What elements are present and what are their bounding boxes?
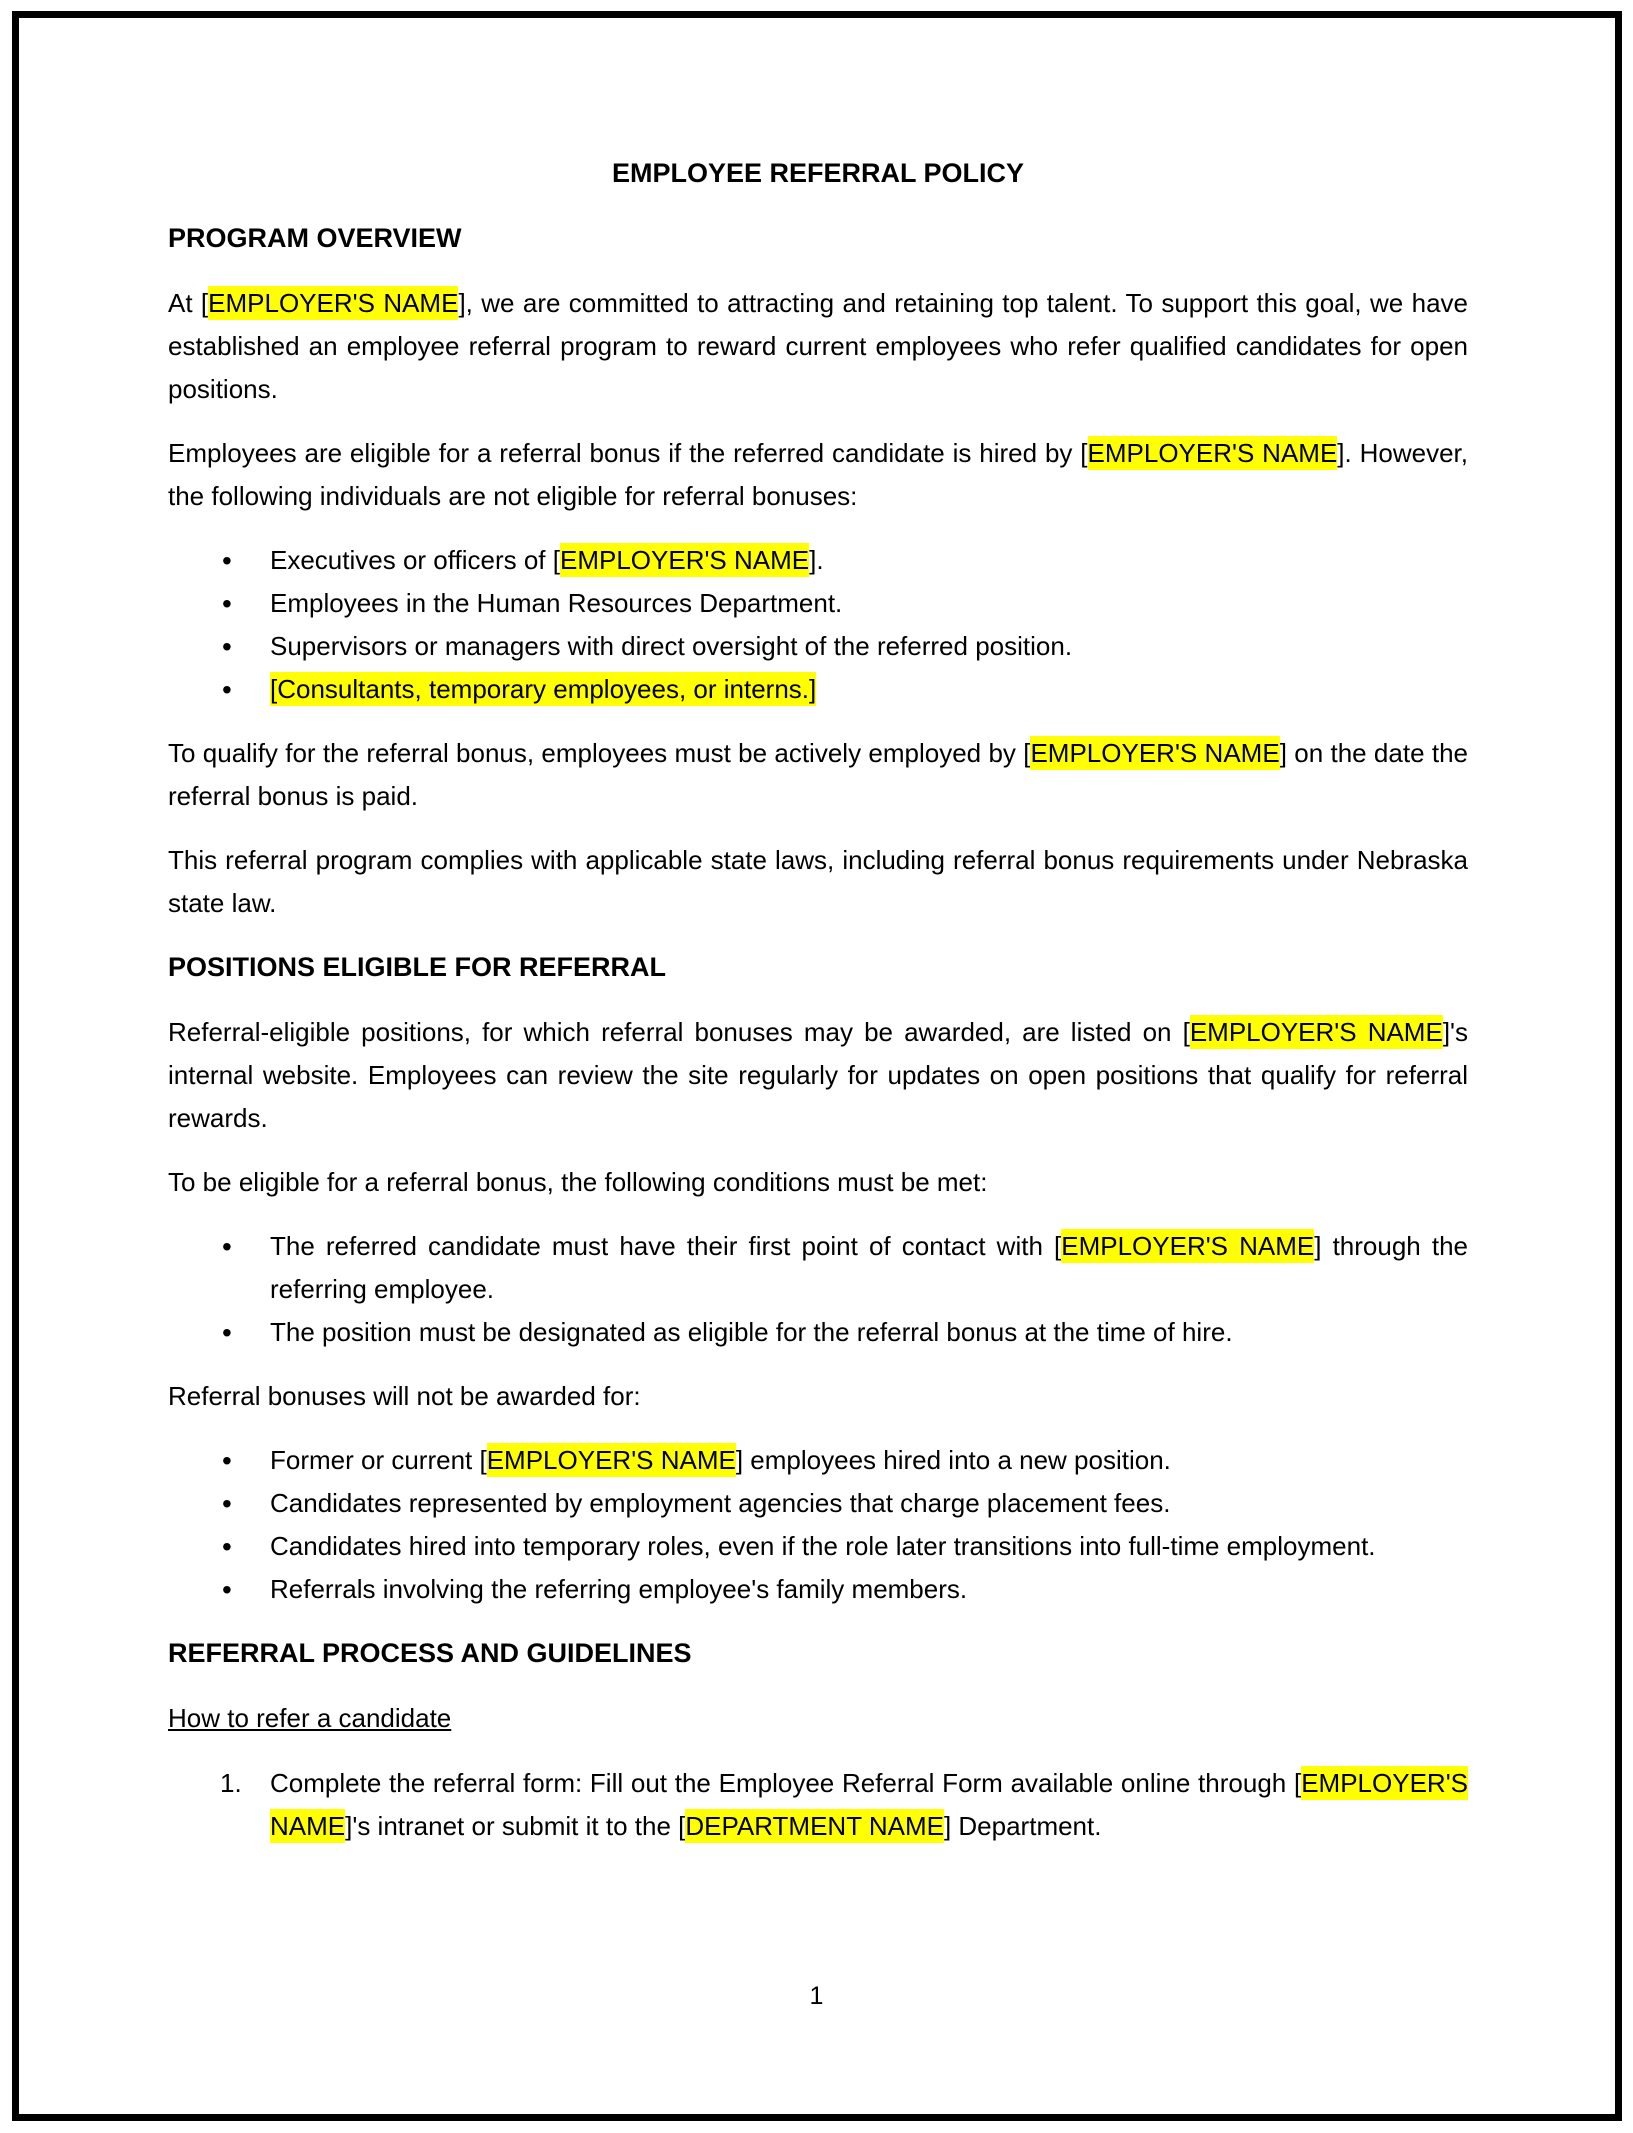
text-run: ]'s internal website. Employees can review the site regularly for updates on open positions that qualify for referral rewards. [168, 1017, 1468, 1133]
text-run: Employees in the Human Resources Department. [270, 588, 843, 618]
paragraph-positions [168, 1011, 1468, 1140]
placeholder-employers-name: EMPLOYER'S NAME [559, 545, 810, 575]
text-run: ] on the date the referral bonus is paid. [168, 738, 1468, 811]
not-awarded-list [168, 1439, 1468, 1611]
list-item [168, 1568, 1468, 1611]
placeholder-employers-name: EMPLOYER'S NAME [1189, 1017, 1443, 1047]
paragraph-state-law [168, 839, 1468, 925]
ineligible-individuals-list [168, 539, 1468, 711]
paragraph-intro [168, 282, 1468, 411]
text-run: Referrals involving the referring employee's family members. [270, 1574, 968, 1604]
document-title: EMPLOYEE REFERRAL POLICY [611, 158, 1025, 188]
conditions-list [168, 1225, 1468, 1354]
paragraph-not-awarded [168, 1375, 1468, 1418]
text-run: Candidates represented by employment agencies that charge placement fees. [270, 1488, 1171, 1518]
text-run: Complete the referral form: Fill out the Employee Referral Form available online through [ [270, 1768, 1302, 1798]
text-run: ]. [809, 545, 824, 575]
text-run: This referral program complies with applicable state laws, including referral bonus requirements under Nebraska state law. [168, 845, 1468, 918]
list-item [168, 668, 1468, 711]
list-item [168, 625, 1468, 668]
placeholder-consultants: [Consultants, temporary employees, or interns.] [270, 674, 817, 704]
paragraph-qualify [168, 732, 1468, 818]
numbered-list-item [168, 1762, 1468, 1848]
paragraph-eligibility [168, 432, 1468, 518]
text-run: To qualify for the referral bonus, employees must be actively employed by [ [168, 738, 1031, 768]
text-run: ] through the referring employee. [270, 1231, 1468, 1304]
text-run: At [ [168, 288, 209, 318]
list-item [168, 1439, 1468, 1482]
placeholder-employers-name: EMPLOYER'S NAME [208, 288, 459, 318]
text-run: ], we are committed to attracting and retaining top talent. To support this goal, we have established an employee referral program to reward current employees who refer qualified candidates for open positions. [168, 288, 1468, 404]
text-run: Referral bonuses will not be awarded for: [168, 1381, 641, 1411]
text-run: Former or current [ [270, 1445, 487, 1475]
page-number: 1 [809, 1982, 824, 2010]
text-run: ] employees hired into a new position. [735, 1445, 1171, 1475]
text-run: Referral-eligible positions, for which referral bonuses may be awarded, are listed on [ [168, 1017, 1190, 1047]
list-item [168, 1311, 1468, 1354]
text-run: The position must be designated as eligible for the referral bonus at the time of hire. [270, 1317, 1233, 1347]
list-item [168, 1225, 1468, 1311]
list-item [168, 539, 1468, 582]
placeholder-department-name: DEPARTMENT NAME [685, 1811, 944, 1841]
text-run: Candidates hired into temporary roles, even if the role later transitions into full-time employment. [270, 1531, 1376, 1561]
list-item [168, 1482, 1468, 1525]
text-run: Employees are eligible for a referral bonus if the referred candidate is hired by [ [168, 438, 1088, 468]
placeholder-employers-name: EMPLOYER'S NAME [1030, 738, 1280, 768]
placeholder-employers-name: EMPLOYER'S NAME [1087, 438, 1338, 468]
placeholder-employers-name: EMPLOYER'S NAME [486, 1445, 736, 1475]
text-run: Executives or officers of [ [270, 545, 560, 575]
list-item [168, 1525, 1468, 1568]
section-heading-referral-process: REFERRAL PROCESS AND GUIDELINES [168, 1638, 692, 1668]
placeholder-employers-name: EMPLOYER'S NAME [1061, 1231, 1315, 1261]
list-number: 1. [220, 1768, 242, 1798]
paragraph-conditions [168, 1161, 1468, 1204]
placeholder-employers-name: EMPLOYER'S NAME [270, 1768, 1468, 1841]
text-run: To be eligible for a referral bonus, the following conditions must be met: [168, 1167, 988, 1197]
subheading-how-to-refer: How to refer a candidate [168, 1703, 452, 1733]
document-content [168, 0, 1468, 1869]
section-heading-program-overview: PROGRAM OVERVIEW [168, 223, 462, 253]
text-run: The referred candidate must have their first point of contact with [ [270, 1231, 1062, 1261]
text-run: ]. However, the following individuals are not eligible for referral bonuses: [168, 438, 1468, 511]
section-heading-positions-eligible: POSITIONS ELIGIBLE FOR REFERRAL [168, 952, 667, 982]
list-item [168, 582, 1468, 625]
text-run: Supervisors or managers with direct oversight of the referred position. [270, 631, 1073, 661]
text-run: ] Department. [943, 1811, 1102, 1841]
text-run: ]'s intranet or submit it to the [ [345, 1811, 686, 1841]
